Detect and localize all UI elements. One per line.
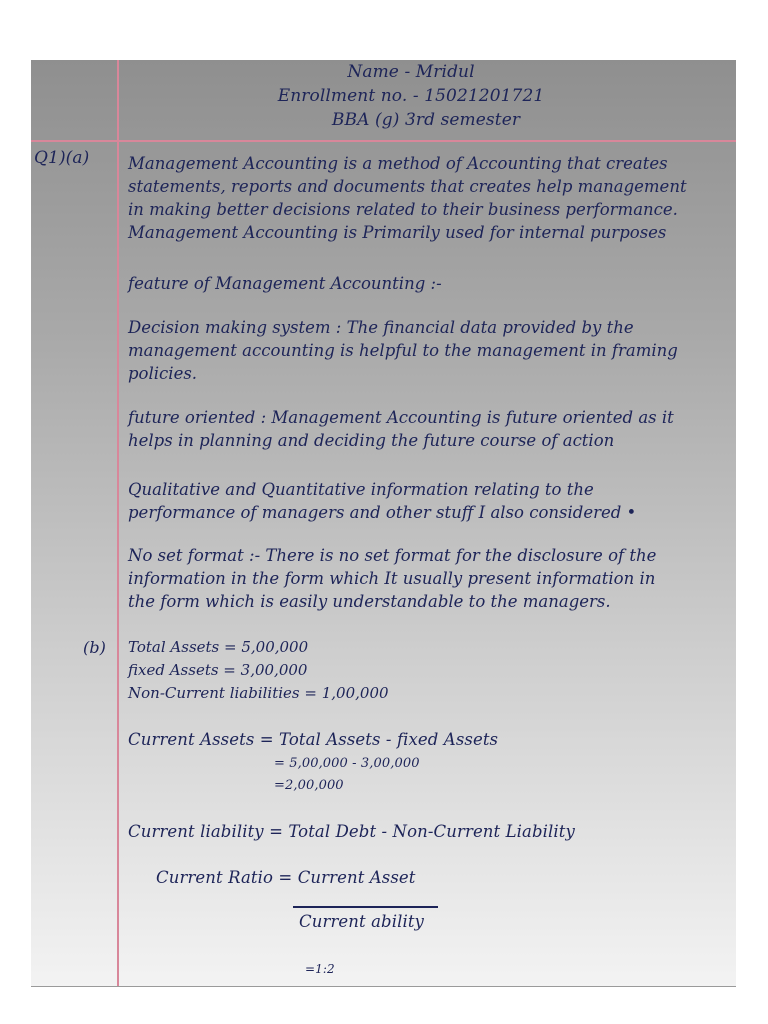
text-line: Total Assets = 5,00,000 [128,638,309,656]
text-line: in making better decisions related to their business performance. [128,200,678,219]
text-line: fixed Assets = 3,00,000 [128,661,308,679]
text-line: Management Accounting is a method of Accounting that creates [128,154,668,173]
current-ratio-label: Current Ratio = Current Asset [156,868,416,887]
text-line: Non-Current liabilities = 1,00,000 [128,684,389,702]
text-line: information in the form which It usually present information in [128,569,656,588]
text-line: policies. [128,364,198,383]
text-line: feature of Management Accounting :- [128,274,442,293]
question-label-1b: (b) [83,638,107,657]
text-line: statements, reports and documents that creates help management [128,177,687,196]
features-heading [128,272,728,295]
text-line: Decision making system : The financial data provided by the [128,318,634,337]
current-assets-step1: = 5,00,000 - 3,00,000 [274,756,420,771]
page-bottom-edge [31,986,736,987]
question-label-1a: Q1)(a) [34,148,90,168]
text-line: management accounting is helpful to the management in framing [128,341,678,360]
header-rule [31,140,736,142]
feature-no-set-format [128,544,728,613]
notebook-page [31,60,736,987]
course-semester: BBA (g) 3rd semester [331,110,521,130]
intro-paragraph [128,152,728,244]
text-line: Management Accounting is Primarily used for internal purposes [128,223,667,242]
text-line: No set format :- There is no set format for the disclosure of the [128,546,657,565]
margin-rule [117,60,119,987]
text-line: Qualitative and Quantitative information relating to the [128,480,594,499]
feature-future-oriented [128,406,728,452]
text-line: helps in planning and deciding the future course of action [128,431,615,450]
current-assets-formula: Current Assets = Total Assets - fixed Assets [128,730,499,749]
current-assets-step2: =2,00,000 [274,778,344,793]
text-line: future oriented : Management Accounting is future oriented as it [128,408,674,427]
feature-qualitative [128,478,728,524]
current-liability-formula: Current liability = Total Debt - Non-Current Liability [128,822,575,841]
fraction-bar [293,906,438,908]
feature-decision-making [128,316,728,385]
current-ratio-result: =1:2 [305,962,335,976]
student-name: Name - Mridul [347,62,475,82]
current-ratio-denominator: Current ability [299,912,424,931]
text-line: the form which is easily understandable to the managers. [128,592,611,611]
text-line: performance of managers and other stuff I also considered • [128,503,637,522]
enrollment-number: Enrollment no. - 15021201721 [277,86,545,106]
given-values [128,636,728,705]
